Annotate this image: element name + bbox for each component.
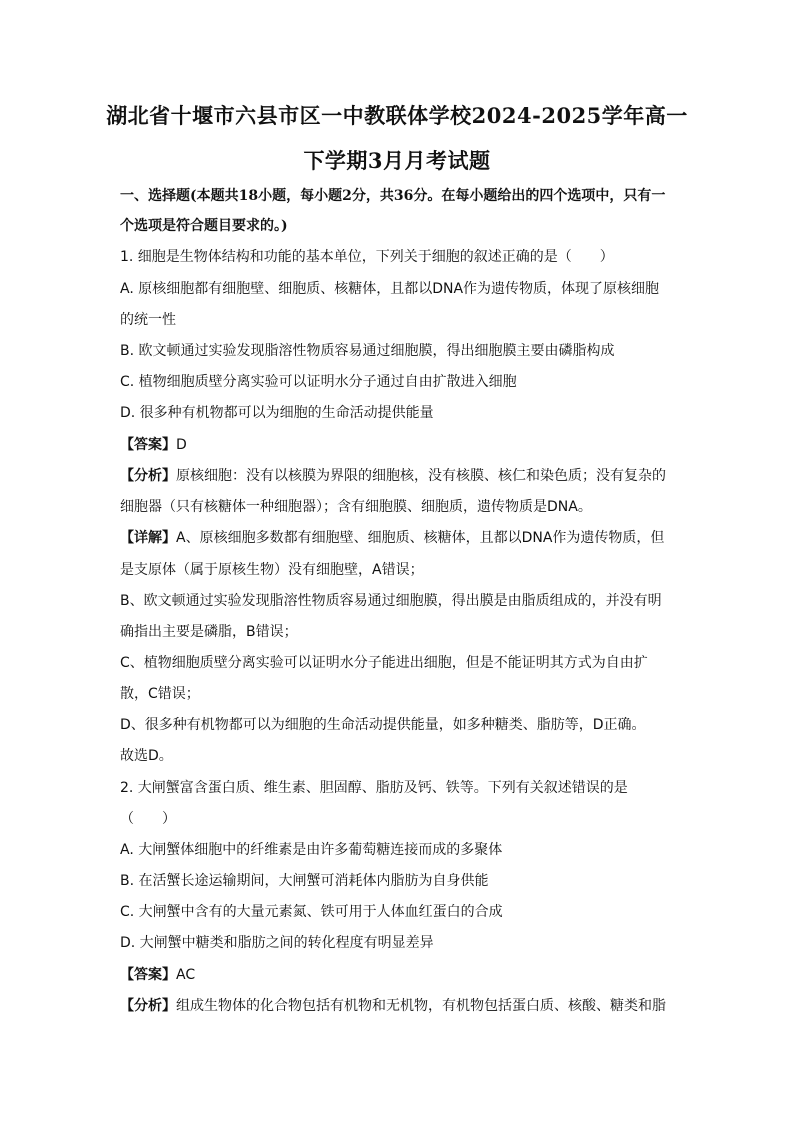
q1-answer xyxy=(120,435,676,455)
q1-detail-tag: 【详解】 xyxy=(120,530,176,546)
q2-analysis-tag: 【分析】 xyxy=(120,998,176,1014)
q2-answer-tag: 【答案】 xyxy=(120,967,176,983)
q1-analysis-tag: 【分析】 xyxy=(120,468,176,484)
document-title-line-1: 湖北省十堰市六县市区一中教联体学校2024-2025学年高一 xyxy=(106,103,688,128)
q2-option-b: B. 在活蟹长途运输期间，大闸蟹可消耗体内脂肪为自身供能 xyxy=(120,873,489,889)
q2-analysis-text-1: 组成生物体的化合物包括有机物和无机物，有机物包括蛋白质、核酸、糖类和脂 xyxy=(176,998,666,1014)
q1-conclusion: 故选D。 xyxy=(120,748,173,764)
q2-analysis-line-1 xyxy=(120,996,676,1016)
q1-option-d: D. 很多种有机物都可以为细胞的生命活动提供能量 xyxy=(120,405,434,421)
q1-option-a-line-2: 的统一性 xyxy=(120,312,176,328)
q1-analysis-text-1: 原核细胞：没有以核膜为界限的细胞核，没有核膜、核仁和染色质；没有复杂的 xyxy=(176,468,666,484)
q1-option-a-line-1: A. 原核细胞都有细胞壁、细胞质、核糖体，且都以DNA作为遗传物质，体现了原核细胞 xyxy=(120,281,660,297)
q2-answer-value: AC xyxy=(176,967,196,983)
q1-detail-line-2: 是支原体（属于原核生物）没有细胞壁，A错误； xyxy=(120,562,424,578)
q2-option-d: D. 大闸蟹中糖类和脂肪之间的转化程度有明显差异 xyxy=(120,935,434,951)
q1-detail-text-1: A、原核细胞多数都有细胞壁、细胞质、核糖体，且都以DNA作为遗传物质，但 xyxy=(176,530,665,546)
q2-stem-line-1: 2. 大闸蟹富含蛋白质、维生素、胆固醇、脂肪及钙、铁等。下列有关叙述错误的是 xyxy=(120,780,628,796)
q1-answer-value: D xyxy=(176,437,187,453)
q1-analysis-line-1 xyxy=(120,466,676,486)
q2-stem-line-2: （ ） xyxy=(120,811,176,827)
q1-answer-tag: 【答案】 xyxy=(120,437,176,453)
q2-option-c: C. 大闸蟹中含有的大量元素氮、铁可用于人体血红蛋白的合成 xyxy=(120,904,503,920)
q1-detail-line-3: B、欧文顿通过实验发现脂溶性物质容易通过细胞膜，得出膜是由脂质组成的，并没有明 xyxy=(120,593,662,609)
q1-detail-line-7: D、很多种有机物都可以为细胞的生命活动提供能量，如多种糖类、脂肪等，D正确。 xyxy=(120,717,646,733)
q1-detail-line-1 xyxy=(120,528,676,548)
q1-analysis-line-2: 细胞器（只有核糖体一种细胞器）；含有细胞膜、细胞质，遗传物质是DNA。 xyxy=(120,499,592,515)
q1-detail-line-6: 散，C错误； xyxy=(120,686,200,702)
q1-detail-line-4: 确指出主要是磷脂，B错误； xyxy=(120,624,298,640)
q1-option-c: C. 植物细胞质壁分离实验可以证明水分子通过自由扩散进入细胞 xyxy=(120,374,517,390)
q2-option-a: A. 大闸蟹体细胞中的纤维素是由许多葡萄糖连接而成的多聚体 xyxy=(120,842,503,858)
q1-stem: 1. 细胞是生物体结构和功能的基本单位，下列关于细胞的叙述正确的是（ ） xyxy=(120,249,614,265)
q1-detail-line-5: C、植物细胞质壁分离实验可以证明水分子能进出细胞，但是不能证明其方式为自由扩 xyxy=(120,655,648,671)
section-heading-line-1: 一、选择题(本题共18小题，每小题2分，共36分。在每小题给出的四个选项中，只有一 xyxy=(120,188,666,204)
document-title-line-2: 下学期3月月考试题 xyxy=(303,148,491,173)
q2-answer xyxy=(120,965,676,985)
q1-option-b: B. 欧文顿通过实验发现脂溶性物质容易通过细胞膜，得出细胞膜主要由磷脂构成 xyxy=(120,343,615,359)
section-heading-line-2: 个选项是符合题目要求的。) xyxy=(120,218,288,234)
